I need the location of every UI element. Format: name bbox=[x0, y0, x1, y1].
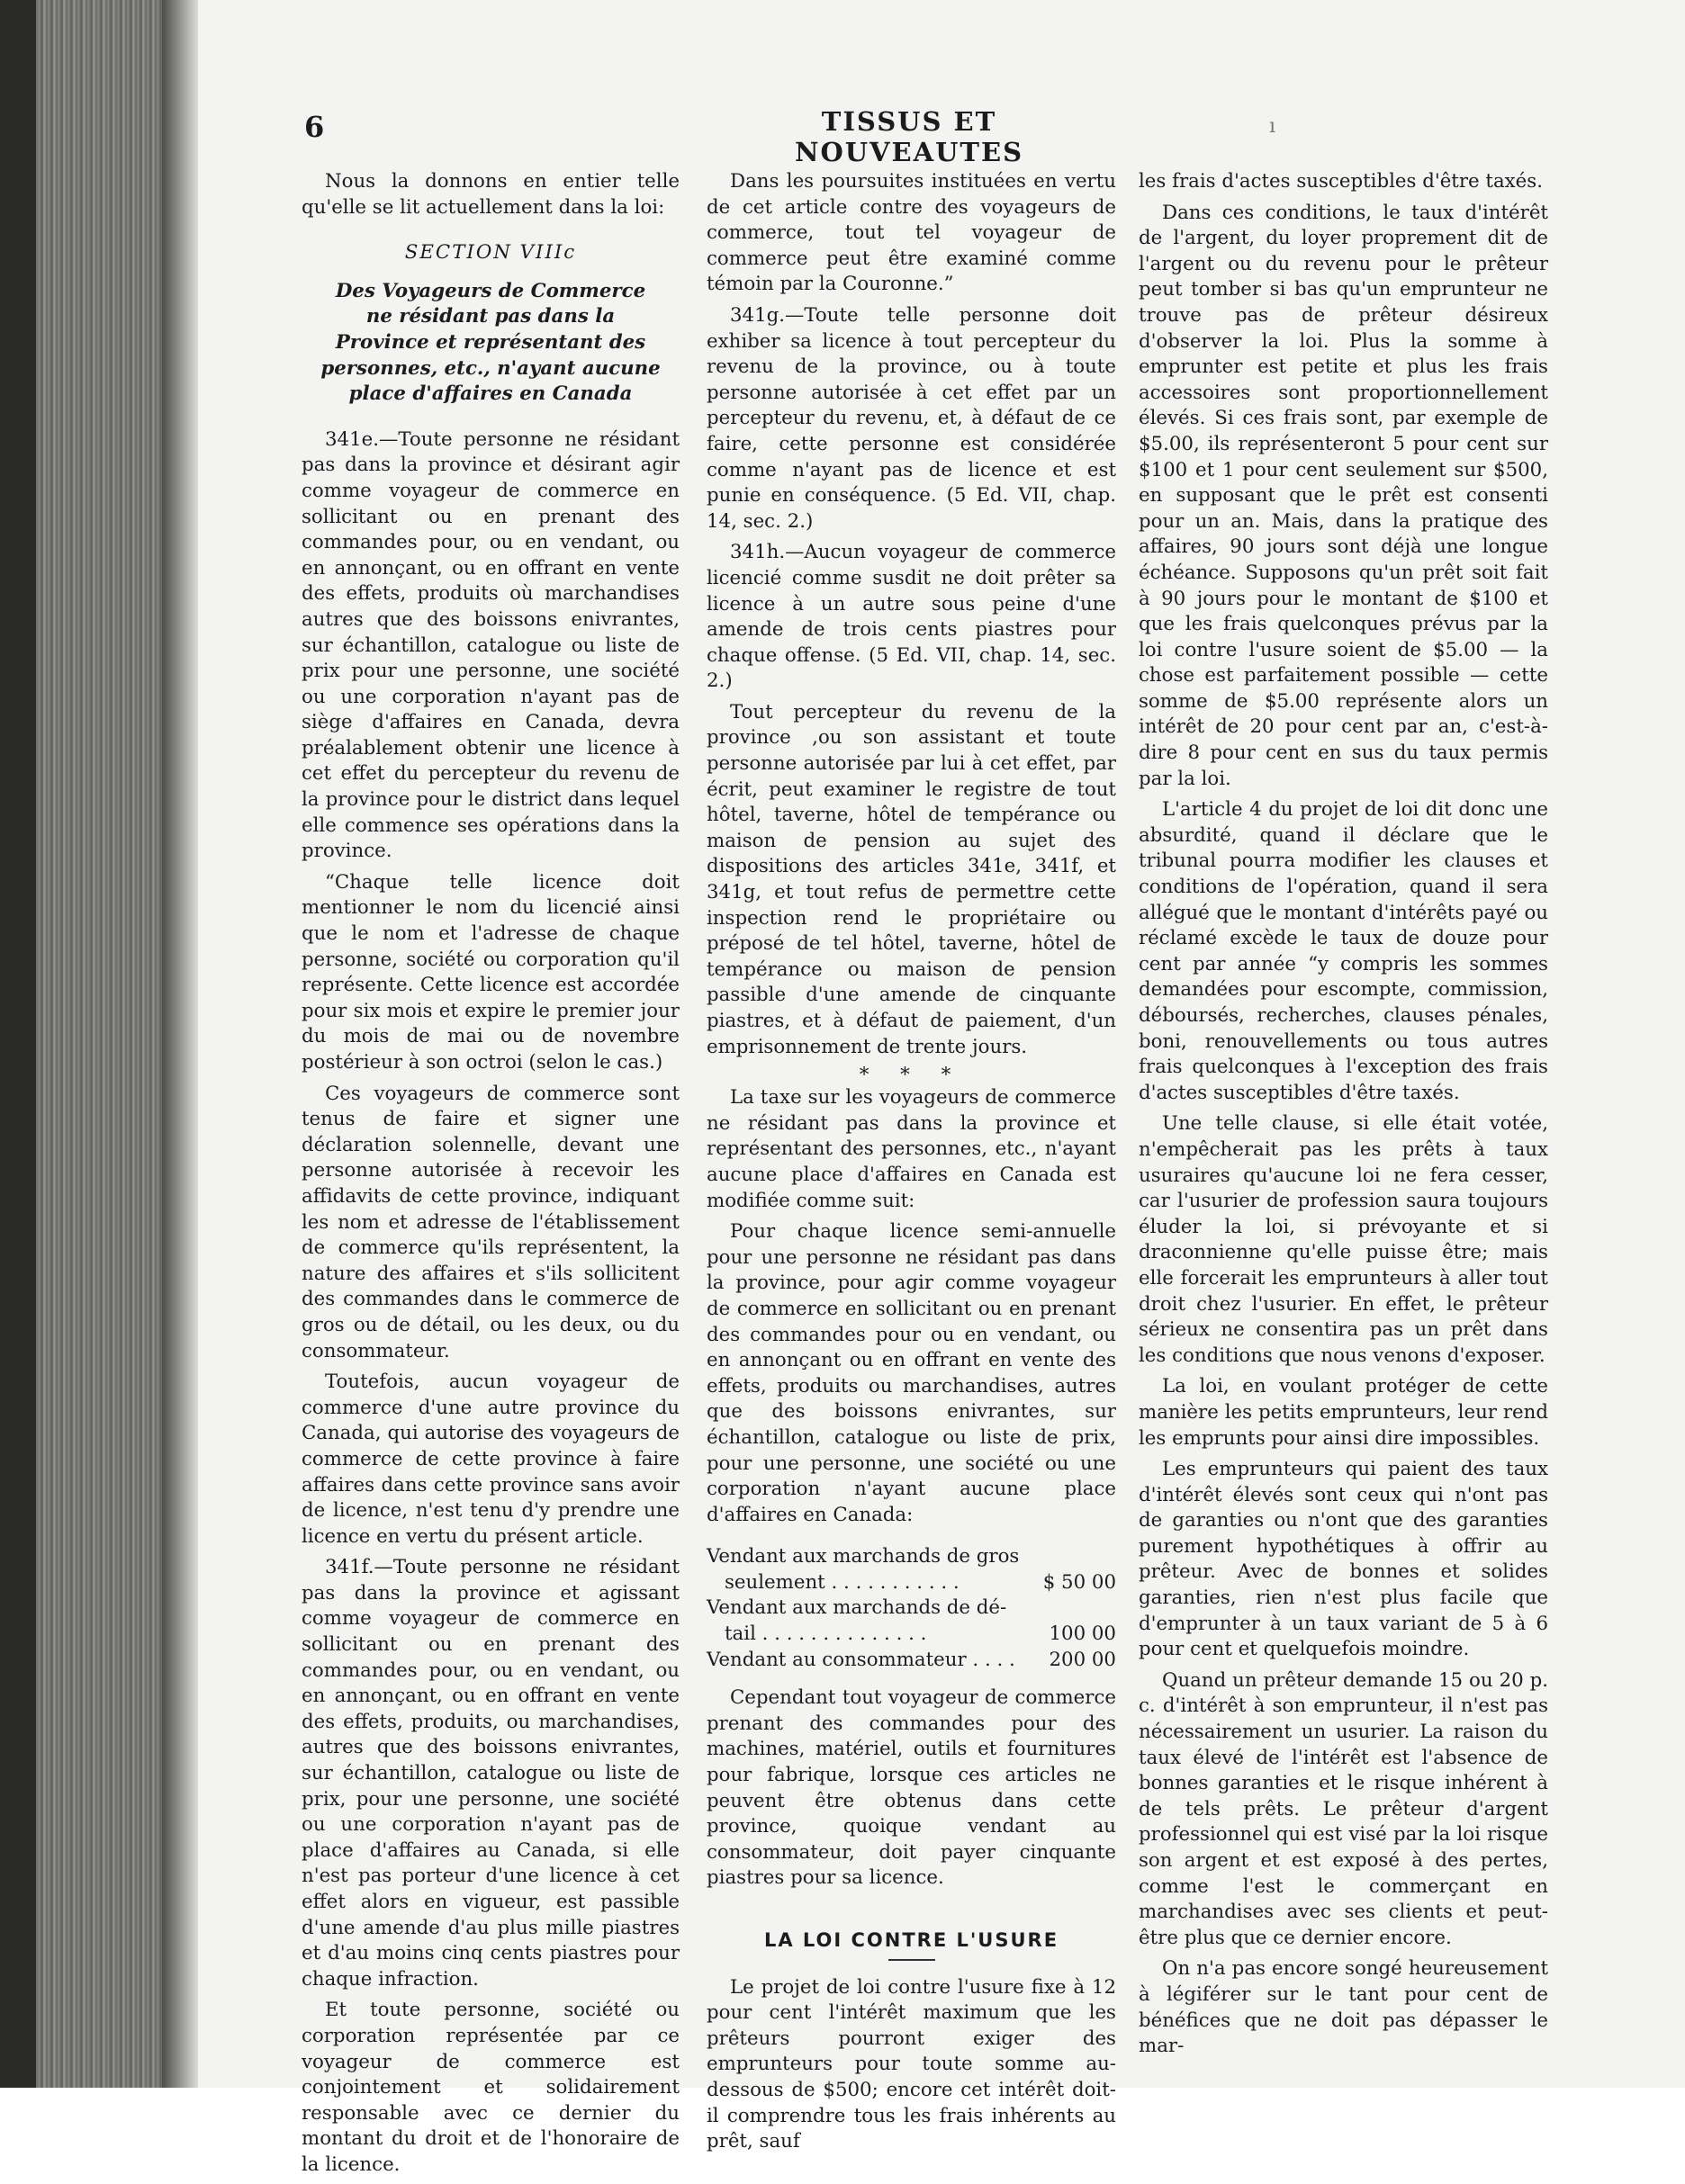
paragraph: Et toute personne, société ou corporation représentée par ce voyageur de commerce est conjointement et solidairement responsable avec ce dernier du montant du droit et de l'honoraire de la licence. bbox=[302, 1999, 680, 2176]
paragraph: La taxe sur les voyageurs de commerce ne résidant pas dans la province et représentant des personnes, etc., n'ayant aucune place d'affaires en Canada est modifiée comme suit: bbox=[707, 1086, 1116, 1212]
stray-mark: ı bbox=[1269, 115, 1276, 138]
rate-row bbox=[707, 1648, 1116, 1674]
paragraph: L'article 4 du projet de loi dit donc une absurdité, quand il déclare que le tribunal pourra modifier les clauses et conditions de l'opération, quand il sera allégué que le montant d'intérêts payé ou réclamé excède le taux de douze pour cent par année “y compris les sommes demandées pour escompte, commission, déboursés, recherches, clauses pénales, boni, renouvellements ou tous autres frais quelconques à l'exception des frais d'actes susceptibles d'être taxés. bbox=[1139, 798, 1548, 1104]
column-2 bbox=[707, 169, 1116, 2161]
rate-label: Vendant aux marchands de gros bbox=[707, 1545, 1020, 1568]
paragraph: Le projet de loi contre l'usure fixe à 12 pour cent l'intérêt maximum que les prêteurs pourront exiger des emprunteurs pour toute somme au-dessous de $500; encore cet intérêt doit-il comprendre tous les frais inhérents au prêt, sauf bbox=[707, 1975, 1116, 2153]
section-subtitle: Des Voyageurs de Commerce ne résidant pas dans la Province et représentant des personnes, etc., n'ayant aucune place d'affaires en Canada bbox=[320, 279, 661, 406]
rate-amount: 100 00 bbox=[1049, 1622, 1116, 1646]
section-title: SECTION VIIIc bbox=[404, 241, 577, 265]
paragraph: 341f.—Toute personne ne résidant pas dans la province et agissant comme voyageur de commerce en sollicitant ou en prenant des commandes pour, ou en vendant, ou en annonçant, ou en offrant en vente des effets, produits, ou marchandises, autres que des boissons enivrantes, sur échantillon, catalogue ou liste de prix, pour une personne, une société ou une corporation n'ayant pas de place d'affaires au Canada, si elle n'est pas porteur d'une licence à cet effet alors en vigueur, est passible d'une amende d'au plus mille piastres et d'au moins cinq cents piastres pour chaque infraction. bbox=[302, 1556, 680, 1991]
rate-label-cont: tail . . . . . . . . . . . . . . bbox=[725, 1622, 927, 1646]
paragraph: Pour chaque licence semi-annuelle pour une personne ne résidant pas dans la province, pour agir comme voyageur de commerce en sollicitant ou en prenant des commandes pour ou en vendant, ou en annonçant ou en offrant en vente des effets, produits ou marchandises, autres que des boissons enivrantes, sur échantillon, catalogue ou liste de prix, pour une personne, une société ou une corporation n'ayant aucune place d'affaires en Canada: bbox=[707, 1220, 1116, 1526]
rate-row bbox=[707, 1544, 1116, 1595]
paragraph: On n'a pas encore songé heureusement à légiférer sur le tant pour cent de bénéfices que ne doit pas dépasser le mar- bbox=[1139, 1957, 1548, 2058]
paragraph: 341e.—Toute personne ne résidant pas dans la province et désirant agir comme voyageur de commerce en sollicitant ou en prenant des commandes pour, ou en vendant, ou en annonçant, ou en offrant en vente des effets, produits où marchandises autres que des boissons enivrantes, sur échantillon, catalogue ou liste de prix pour une personne, une société ou une corporation n'ayant pas de siège d'affaires en Canada, devra préalablement obtenir une licence à cet effet du percepteur du revenu de la province pour le district dans lequel elle commence ses opérations dans la province. bbox=[302, 427, 680, 863]
paragraph: Quand un prêteur demande 15 ou 20 p. c. d'intérêt à son emprunteur, il n'est pas nécessairement un usurier. La raison du taux élevé de l'intérêt est l'absence de bonnes garanties et le risque inhérent à de tels prêts. Le prêteur d'argent professionnel qui est visé par la loi risque son argent et est exposé à des pertes, comme l'est le commerçant en marchandises avec ses clients et peut-être plus que ce dernier encore. bbox=[1139, 1668, 1548, 1949]
rate-amount: $ 50 00 bbox=[1042, 1570, 1116, 1594]
article-heading: LA LOI CONTRE L'USURE bbox=[763, 1929, 1059, 1951]
paragraph: Nous la donnons en entier telle qu'elle se lit actuellement dans la loi: bbox=[302, 170, 680, 219]
rate-label-cont: seulement . . . . . . . . . . . bbox=[725, 1570, 960, 1594]
paragraph: Toutefois, aucun voyageur de commerce d'une autre province du Canada, qui autorise des voyageurs de commerce de cette province à faire affaires dans cette province sans avoir de licence, n'est tenu d'y prendre une licence en vertu du présent article. bbox=[302, 1371, 680, 1548]
rate-label: Vendant aux marchands de dé- bbox=[707, 1596, 1007, 1620]
column-3 bbox=[1139, 169, 1548, 2065]
rate-table bbox=[707, 1544, 1116, 1673]
rate-label: Vendant au consommateur . . . . bbox=[707, 1648, 1015, 1671]
paragraph: les frais d'actes susceptibles d'être taxés. bbox=[1139, 170, 1543, 193]
paragraph: Cependant tout voyageur de commerce prenant des commandes pour des machines, matériel, outils et fournitures pour fabrique, lorsque ces articles ne peuvent être obtenus dans cette province, quoique vendant au consommateur, doit payer cinquante piastres pour sa licence. bbox=[707, 1686, 1116, 1890]
paragraph: “Chaque telle licence doit mentionner le nom du licencié ainsi que le nom et l'adresse de chaque personne, société ou corporation qu'il représente. Cette licence est accordée pour six mois et expire le premier jour du mois de mai ou de novembre postérieur à son octroi (selon le cas.) bbox=[302, 870, 680, 1074]
book-gutter bbox=[162, 0, 198, 2088]
rate-row bbox=[707, 1595, 1116, 1647]
section-separator: * * * bbox=[859, 1064, 964, 1087]
rate-amount: 200 00 bbox=[1049, 1648, 1116, 1671]
paragraph: 341g.—Toute telle personne doit exhiber sa licence à tout percepteur du revenu de la province, ou à toute personne autorisée à cet effet par un percepteur du revenu, et, à défaut de ce faire, cette personne est considérée comme n'ayant pas de licence et est punie en conséquence. (5 Ed. VII, chap. 14, sec. 2.) bbox=[707, 303, 1116, 533]
paragraph: Tout percepteur du revenu de la province ,ou son assistant et toute personne autorisée par lui à cet effet, par écrit, peut examiner le registre de tout hôtel, taverne, hôtel de tempérance ou maison de pension au sujet des dispositions des articles 341e, 341f, et 341g, et tout refus de permettre cette inspection rend le propriétaire ou préposé de tel hôtel, taverne, hôtel de tempérance ou maison de pension passible d'une amende de cinquante piastres, et à défaut de paiement, d'un emprisonnement de trente jours. bbox=[707, 700, 1116, 1058]
page-number: 6 bbox=[304, 110, 325, 144]
paragraph: 341h.—Aucun voyageur de commerce licencié comme susdit ne doit prêter sa licence à un autre sous peine d'une amende de trois cents piastres pour chaque offense. (5 Ed. VII, chap. 14, sec. 2.) bbox=[707, 541, 1116, 693]
paragraph: Dans les poursuites instituées en vertu de cet article contre des voyageurs de commerce, tout tel voyageur de commerce peut être examiné comme témoin par la Couronne.” bbox=[707, 170, 1116, 296]
heading-rule bbox=[888, 1959, 935, 1961]
book-shadow bbox=[0, 0, 36, 2088]
paragraph: Les emprunteurs qui paient des taux d'intérêt élevés sont ceux qui n'ont pas de garanties ou n'ont que des garanties purement hypothétiques à offrir au prêteur. Avec de bonnes et solides garanties, rien n'est plus facile que d'emprunter à un taux variant de 5 à 6 pour cent et quelquefois moindre. bbox=[1139, 1458, 1548, 1661]
paragraph: Dans ces conditions, le taux d'intérêt de l'argent, du loyer proprement dit de l'argent ou du revenu pour le prêteur peut tomber si bas qu'un emprunteur ne trouve pas de prêteur désireux d'observer la loi. Plus la somme à emprunter est petite et plus les frais accessoires sont proportionnellement élevés. Si ces frais sont, par exemple de $5.00, ils représenteront 5 pour cent sur $100 et 1 pour cent seulement sur $500, en supposant que le prêt est consenti pour un an. Mais, dans la pratique des affaires, 90 jours sont déjà une longue échéance. Supposons qu'un prêt soit fait à 90 jours pour le montant de $100 et que les frais quelconques prévus par la loi contre l'usure soient de $5.00 — la chose est parfaitement possible — cette somme de $5.00 représente alors un intérêt de 20 pour cent par an, c'est-à-dire 8 pour cent en sus du taux permis par la loi. bbox=[1139, 201, 1548, 790]
paragraph: Une telle clause, si elle était votée, n'empêcherait pas les prêts à taux usuraires qu'aucune loi ne fera cesser, car l'usurier de profession saura toujours éluder la loi, si prévoyante et si draconnienne qu'elle puisse être; mais elle forcerait les emprunteurs à aller tout droit chez l'usurier. En effet, le prêteur sérieux ne consentira pas un prêt dans les conditions que nous venons d'exposer. bbox=[1139, 1112, 1548, 1367]
paragraph: La loi, en voulant protéger de cette manière les petits emprunteurs, leur rend les emprunts pour ainsi dire impossibles. bbox=[1139, 1375, 1548, 1450]
running-title: TISSUS ET NOUVEAUTES bbox=[794, 106, 1024, 167]
column-1 bbox=[302, 169, 680, 2184]
paragraph: Ces voyageurs de commerce sont tenus de faire et signer une déclaration solennelle, devant une personne autorisée à recevoir les affidavits de cette province, indiquant les nom et adresse de l'établissement de commerce qu'ils représentent, la nature des affaires et s'ils sollicitent des commandes dans le commerce de gros ou de détail, ou les deux, ou du consommateur. bbox=[302, 1082, 680, 1362]
